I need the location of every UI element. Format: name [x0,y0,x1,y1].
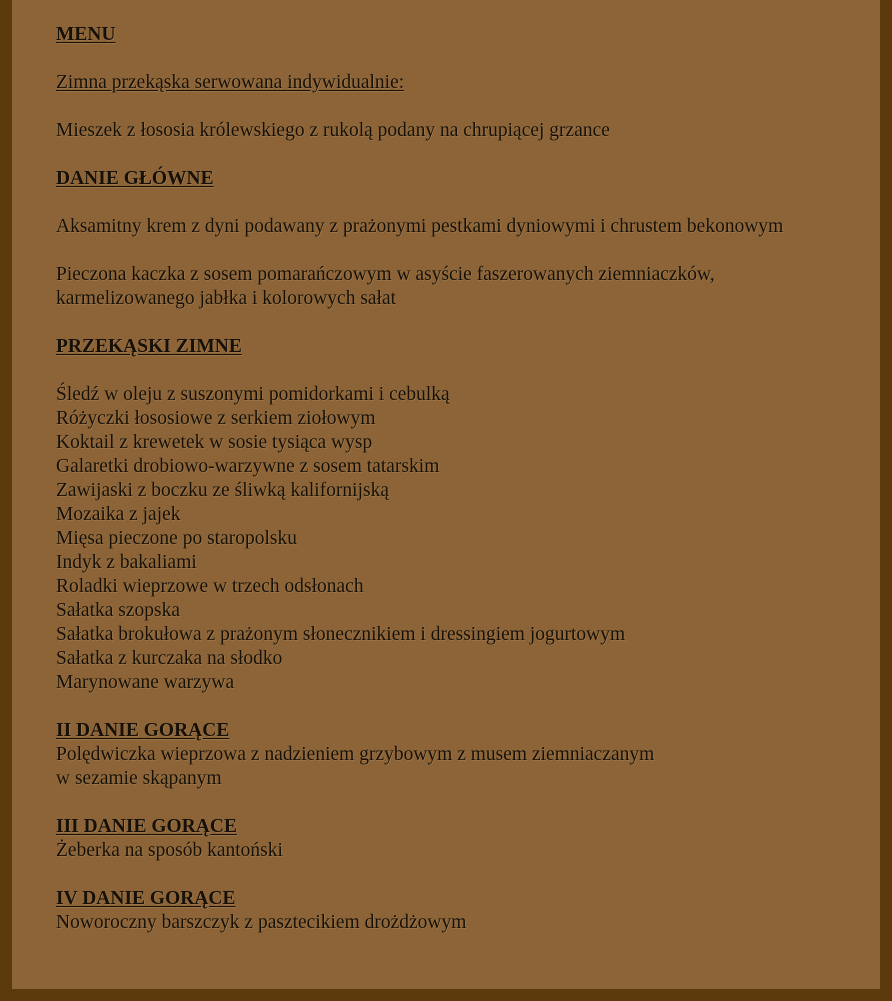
list-item: Mozaika z jajek [56,504,181,525]
list-item: Galaretki drobiowo-warzywne z sosem tatarskim [56,456,440,477]
main-course-heading: DANIE GŁÓWNE [56,168,214,189]
list-item: Różyczki łososiowe z serkiem ziołowym [56,408,376,429]
hot-course-2-heading: II DANIE GORĄCE [56,720,230,741]
cold-appetizers-heading: PRZEKĄSKI ZIMNE [56,336,242,357]
list-item: Koktail z krewetek w sosie tysiąca wysp [56,432,373,453]
list-item: Mięsa pieczone po staropolsku [56,528,297,549]
hot-course-3-heading: III DANIE GORĄCE [56,816,237,837]
spacer [56,191,871,215]
spacer [56,311,871,335]
hot-course-4-heading: IV DANIE GORĄCE [56,888,236,909]
list-item: Sałatka z kurczaka na słodko [56,648,283,669]
spacer [56,863,871,887]
hot-course-2-line-2: w sezamie skąpanym [56,768,222,789]
cold-starter-item: Mieszek z łososia królewskiego z rukolą podany na chrupiącej grzance [56,120,610,141]
hot-course-2-line-1: Polędwiczka wieprzowa z nadzieniem grzybowym z musem ziemniaczanym [56,744,655,765]
spacer [56,47,871,71]
menu-content [56,23,871,935]
list-item: Roladki wieprzowe w trzech odsłonach [56,576,364,597]
hot-course-3-line-1: Żeberka na sposób kantoński [56,840,283,861]
menu-title: MENU [56,24,116,45]
list-item: Sałatka brokułowa z prażonym słonecznikiem i dressingiem jogurtowym [56,624,626,645]
spacer [56,359,871,383]
spacer [56,143,871,167]
hot-course-4-line-1: Noworoczny barszczyk z pasztecikiem drożdżowym [56,912,467,933]
cold-starter-label: Zimna przekąska serwowana indywidualnie: [56,72,405,93]
spacer [56,791,871,815]
list-item: Śledź w oleju z suszonymi pomidorkami i cebulką [56,384,450,405]
list-item: Zawijaski z boczku ze śliwką kalifornijską [56,480,390,501]
menu-panel [12,0,880,989]
main-course-soup: Aksamitny krem z dyni podawany z prażonymi pestkami dyniowymi i chrustem bekonowym [56,216,784,237]
list-item: Indyk z bakaliami [56,552,197,573]
main-course-duck-line-2: karmelizowanego jabłka i kolorowych sałat [56,288,397,309]
list-item: Sałatka szopska [56,600,181,621]
spacer [56,695,871,719]
list-item: Marynowane warzywa [56,672,235,693]
spacer [56,239,871,263]
spacer [56,95,871,119]
cold-appetizers-list [56,383,871,695]
main-course-duck-line-1: Pieczona kaczka z sosem pomarańczowym w asyście faszerowanych ziemniaczków, [56,264,715,285]
